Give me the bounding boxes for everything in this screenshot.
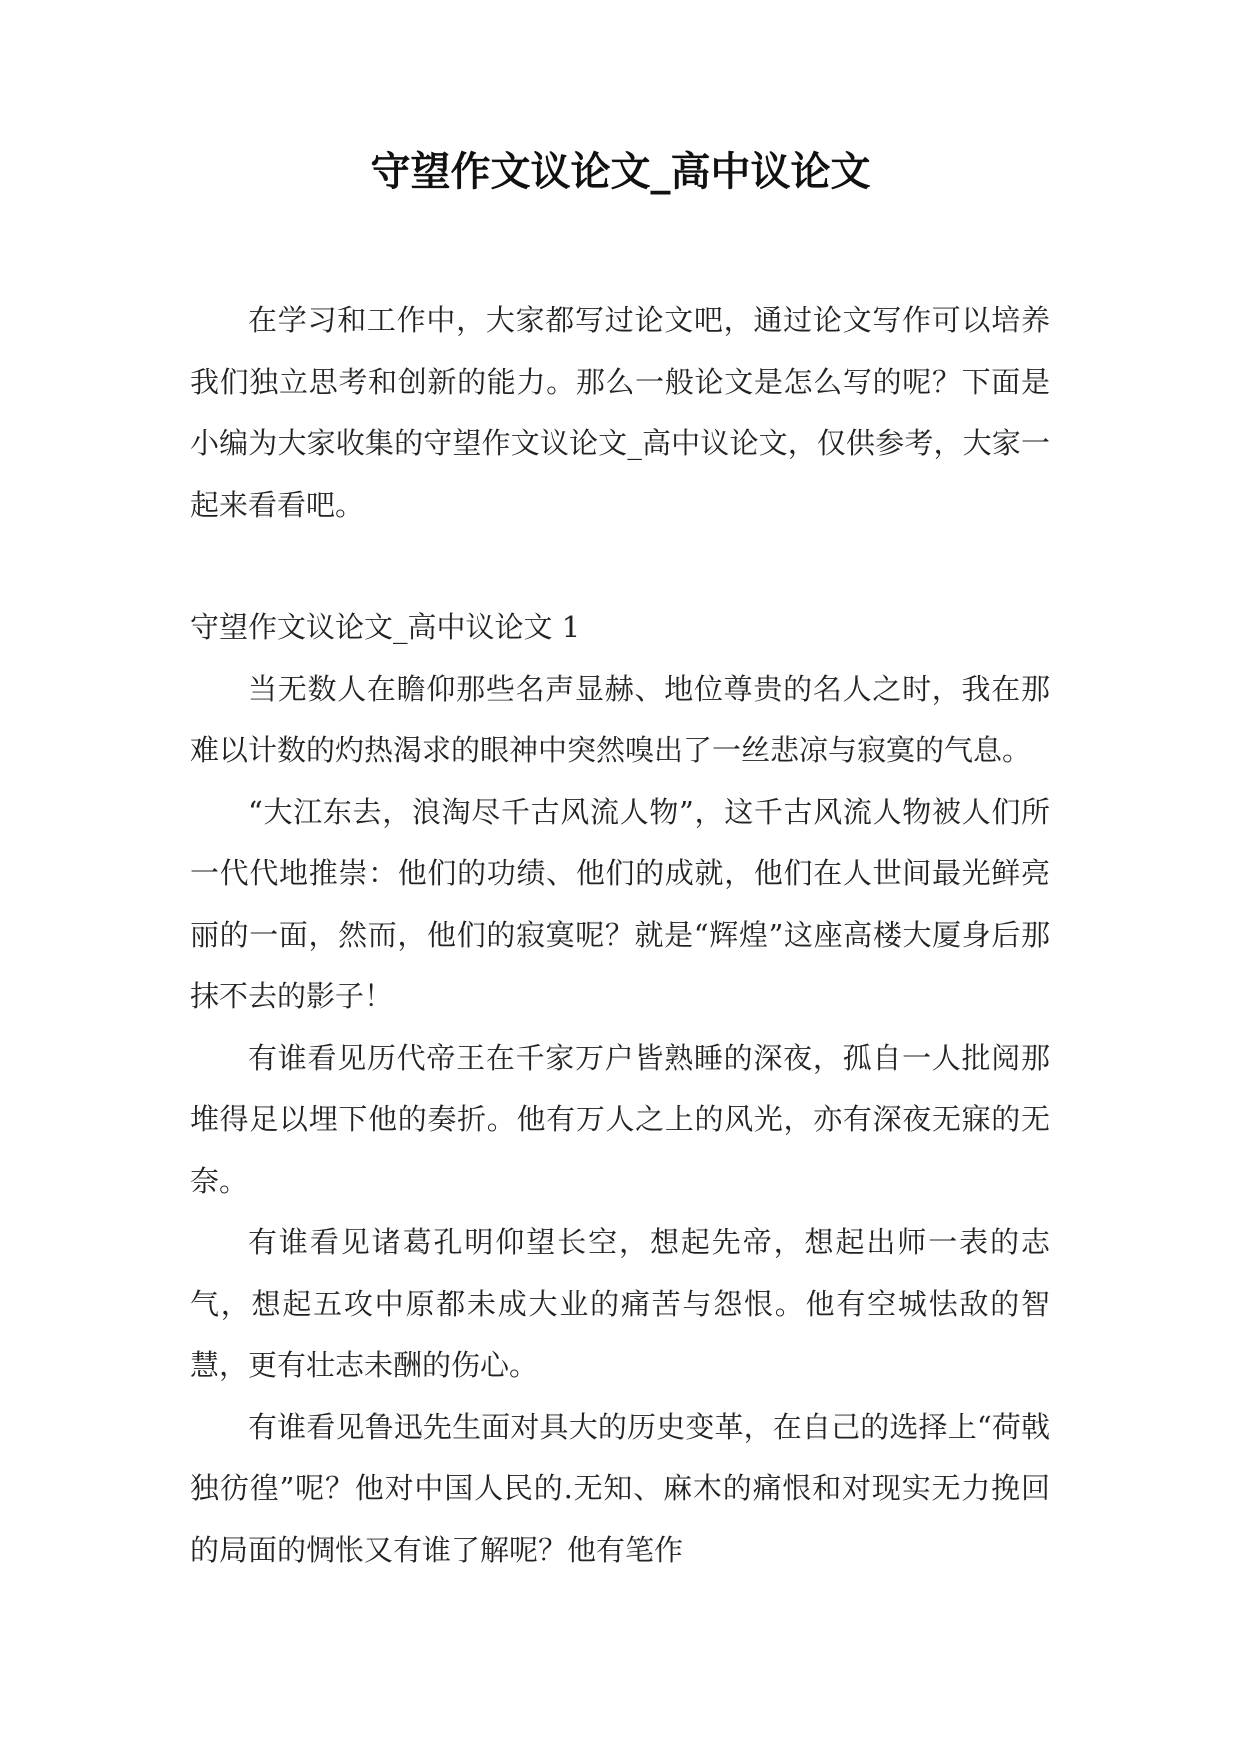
body-paragraph: 有谁看见历代帝王在千家万户皆熟睡的深夜，孤自一人批阅那堆得足以埋下他的奏折。他有万人之上的风光，亦有深夜无寐的无奈。 xyxy=(190,1040,1050,1198)
body-paragraph: 有谁看见鲁迅先生面对具大的历史变革，在自己的选择上“荷戟独彷徨”呢？他对中国人民的.无知、麻木的痛恨和对现实无力挽回的局面的惆怅又有谁了解呢？他有笔作 xyxy=(190,1409,1050,1567)
document-body xyxy=(190,290,1050,1581)
body-paragraph: 有谁看见诸葛孔明仰望长空，想起先帝，想起出师一表的志气，想起五攻中原都未成大业的痛苦与怨恨。他有空城怯敌的智慧，更有壮志未酬的伤心。 xyxy=(190,1225,1050,1382)
body-paragraph: “大江东去，浪淘尽千古风流人物”，这千古风流人物被人们所一代代地推崇：他们的功绩、他们的成就，他们在人世间最光鲜亮丽的一面，然而，他们的寂寞呢？就是“辉煌”这座高楼大厦身后那抹不去的影子！ xyxy=(190,794,1050,1013)
document-title: 守望作文议论文_高中议论文 xyxy=(370,149,871,195)
section-heading: 守望作文议论文_高中议论文 1 xyxy=(190,610,581,644)
body-paragraph: 当无数人在瞻仰那些名声显赫、地位尊贵的名人之时，我在那难以计数的灼热渴求的眼神中突然嗅出了一丝悲凉与寂寞的气息。 xyxy=(190,671,1050,767)
intro-paragraph: 在学习和工作中，大家都写过论文吧，通过论文写作可以培养我们独立思考和创新的能力。那么一般论文是怎么写的呢？下面是小编为大家收集的守望作文议论文_高中议论文，仅供参考，大家一起来看看吧。 xyxy=(190,303,1050,522)
